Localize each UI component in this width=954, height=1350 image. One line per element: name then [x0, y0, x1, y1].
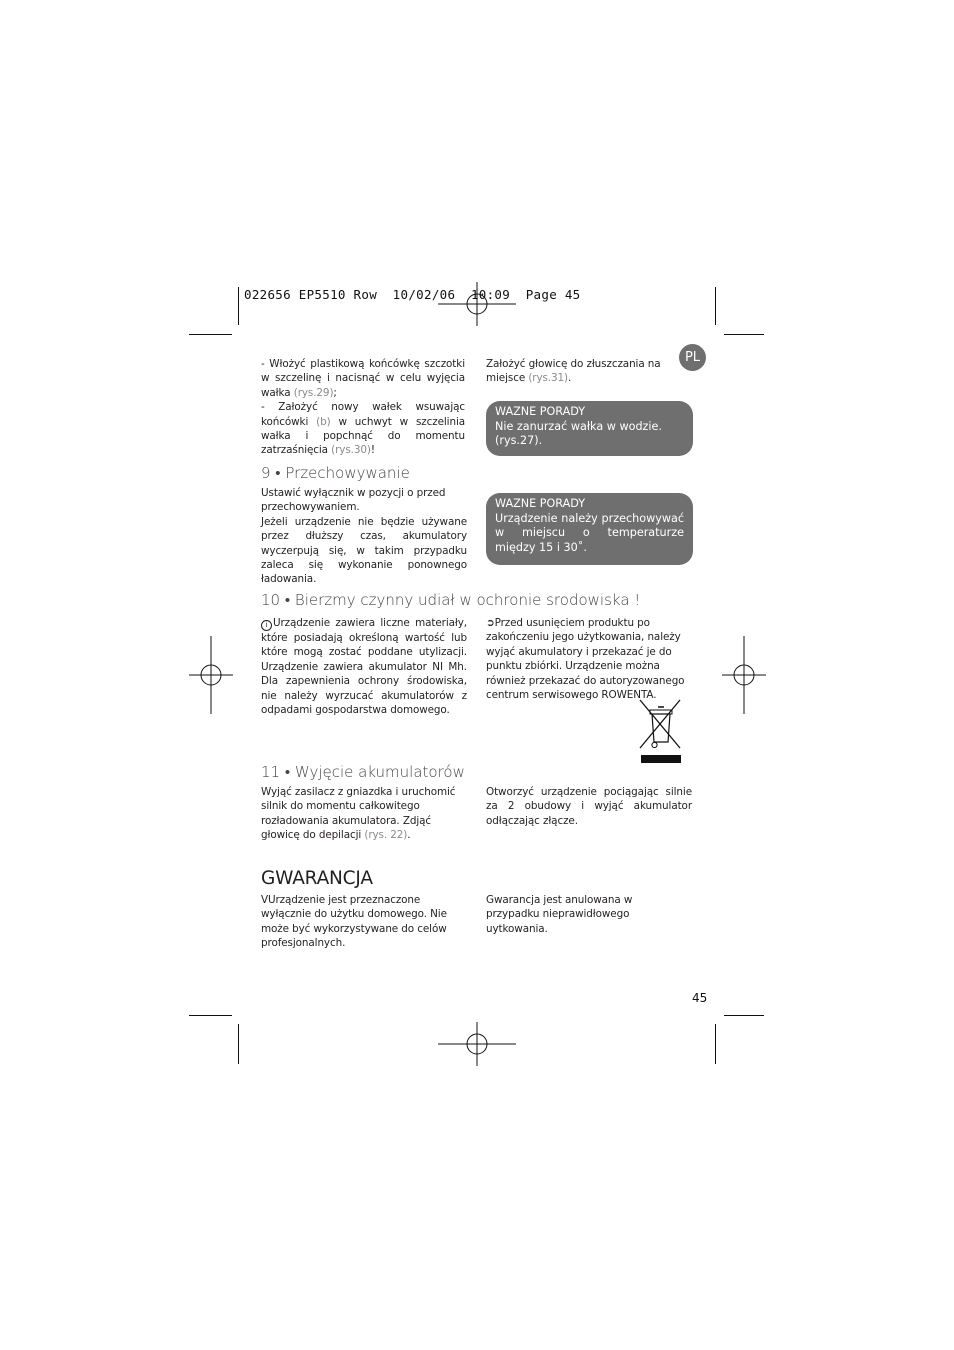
crop-mark [238, 1024, 239, 1064]
crop-mark [189, 334, 232, 335]
section-9-heading: 9 • Przechowywanie [261, 464, 410, 482]
crop-mark [238, 287, 239, 325]
section-10-right-text: ➲Przed usunięciem produktu po zakończeniu jego użytkowania, należy wyjąć akumulatory i przekazać je do punktu zbiórki. Urządzenie można również przekazać do autoryzowanego centrum serwisowego ROWENTA. [486, 617, 685, 702]
guarantee-heading: GWARANCJA [261, 868, 373, 889]
crossed-bin-icon [638, 698, 684, 770]
section-10-heading: 10 • Bierzmy czynny udiał w ochronie srodowiska ! [261, 591, 641, 609]
page-number: 45 [692, 991, 708, 1005]
guarantee-right-text: Gwarancja jest anulowana w przypadku nieprawidłowego uytkowania. [486, 894, 633, 935]
tip-title: WAZNE PORADY [495, 405, 586, 418]
section-11-right-text: Otworzyć urządzenie pociągając silnie za 2 obudowy i wyjąć akumulator odłączając złącze. [486, 786, 692, 827]
section-9-text: Ustawić wyłącznik w pozycji o przed przechowywaniem. Jeżeli urządzenie nie będzie używane przez dłuższy czas, akumulatory wyczerpują się, w takim przypadku zaleca się wykonanie ponownego ładowania. [261, 487, 467, 586]
guarantee-left-text: VUrządzenie jest przeznaczone wyłącznie do użytku domowego. Nie może być wykorzystywane do celów profesjonalnych. [261, 894, 447, 950]
language-badge: PL [679, 344, 706, 371]
tip-box-2 [486, 493, 693, 565]
arrow-right-icon: ➲ [486, 617, 495, 629]
print-slug: 022656 EP5510 Row 10/02/06 10:09 Page 45 [244, 287, 581, 302]
crop-mark [715, 1024, 716, 1064]
registration-mark-left [189, 636, 233, 714]
crop-mark [724, 1015, 764, 1016]
registration-mark-right [722, 636, 766, 714]
crop-mark [189, 1015, 232, 1016]
registration-mark-bottom [438, 1022, 516, 1066]
step-insert-brush: - Włożyć plastikową końcówkę szczotki w szczelinę i nacisnąć w celu wyjęcia wałka (rys.29); [261, 358, 465, 399]
section-11-left-text: Wyjąć zasilacz z gniazdka i uruchomić silnik do momentu całkowitego rozładowania akumulatora. Zdjąć głowicę do depilacji (rys. 22). [261, 786, 456, 842]
recycle-info-icon: i [261, 620, 272, 631]
tip-text: Nie zanurzać wałka w wodzie. (rys.27). [495, 419, 662, 448]
step-install-roller: - Założyć nowy wałek wsuwając końcówki (b) w uchwyt w szczelinia wałka i popchnąć do momentu zatrzaśnięcia (rys.30)! [261, 401, 466, 457]
section-10-left-text: i Urządzenie zawiera liczne materiały, które posiadają określoną wartość lub które mogą zostać poddane utylizacji. Urządzenie zawiera akumulator NI Mh. Dla zapewnienia ochrony środowiska, nie należy wyrzucać akumulatorów z odpadami gospodarstwa domowego. [261, 617, 467, 717]
top-right-text: Założyć głowicę do złuszczania na miejsce (rys.31). [486, 358, 661, 385]
top-left-text [261, 357, 465, 458]
tip-title: WAZNE PORADY [495, 497, 586, 510]
tip-box-1 [486, 401, 693, 456]
crop-mark [724, 334, 764, 335]
section-11-heading: 11 • Wyjęcie akumulatorów [261, 763, 465, 781]
crop-mark [715, 287, 716, 325]
tip-text: Urządzenie należy przechowywać w miejscu o temperaturze między 15 i 30˚. [495, 511, 684, 554]
